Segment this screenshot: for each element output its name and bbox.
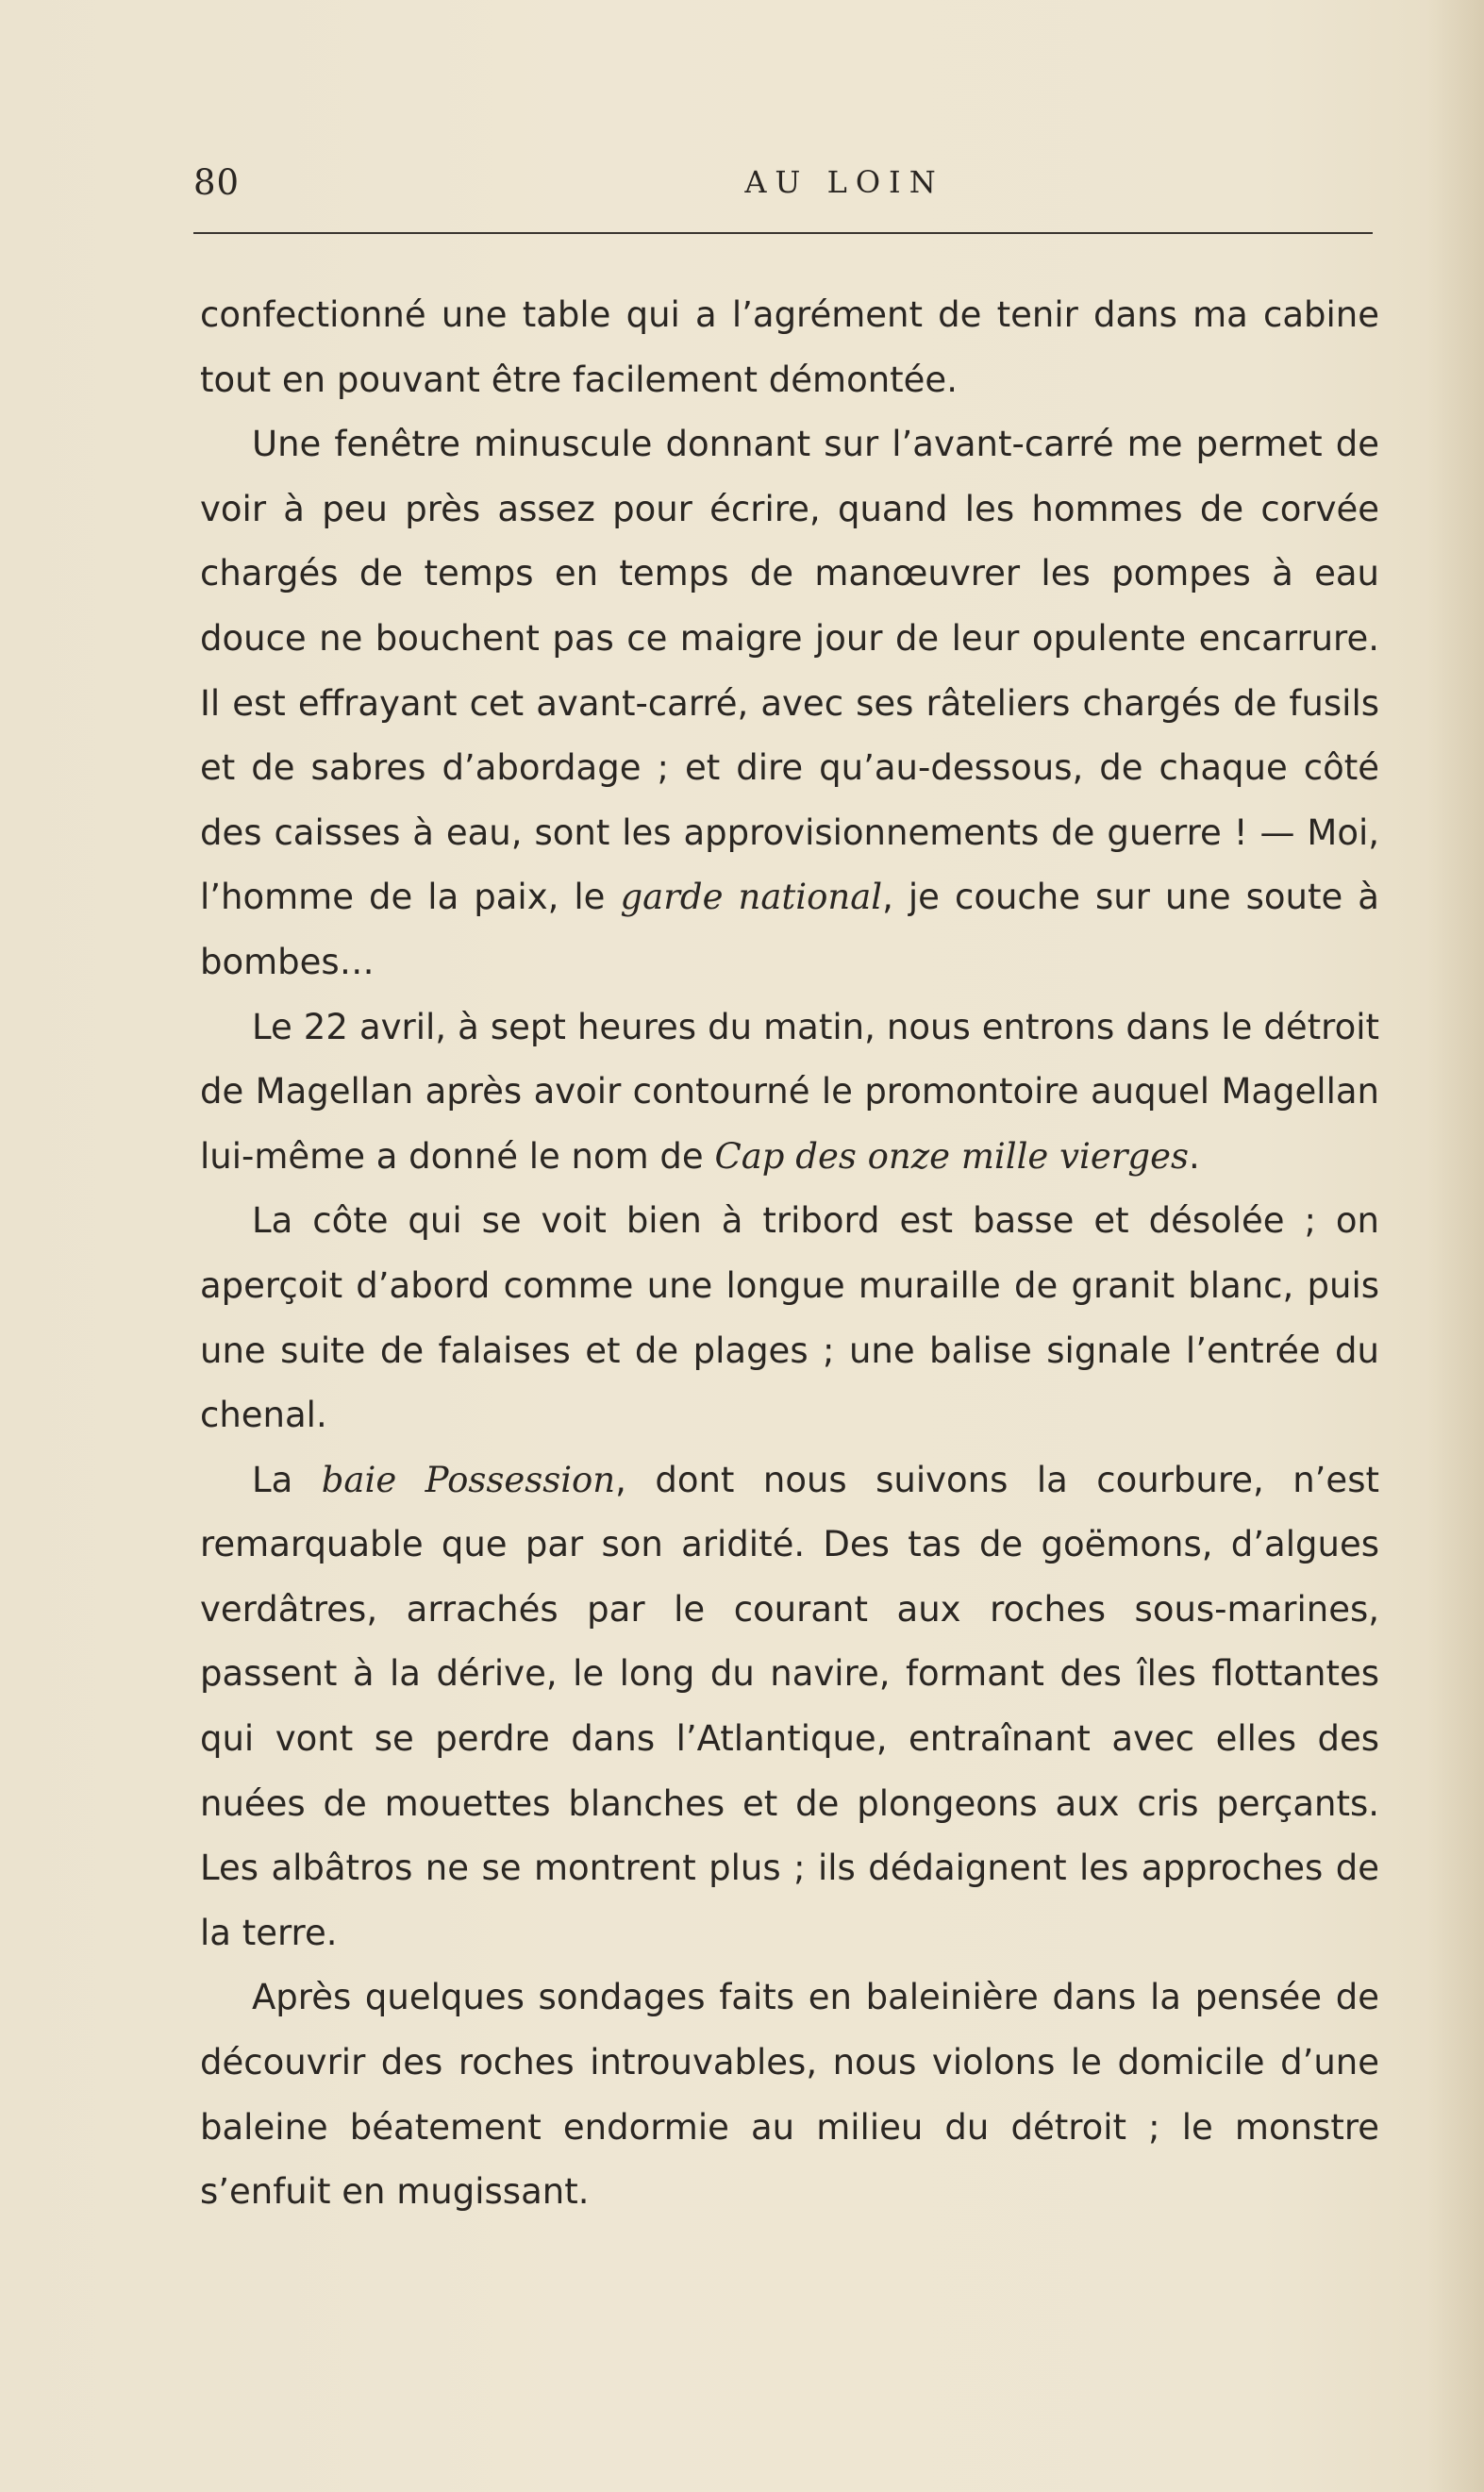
italic-text: baie Possession: [321, 1459, 616, 1500]
paragraph-5: [200, 1448, 1379, 1966]
text-span: , dont nous suivons la courbure, n’est remarquable que par son aridité. Des tas de goëmons, d’algues verdâtres, arrachés par le courant aux roches sous-marines, passent à la dérive, le long du navire, formant des îles flottantes qui vont se perdre dans l’Atlantique, entraînant avec elles des nuées de mouettes blanches et de plongeons aux cris perçants. Les albâtros ne se montrent plus ; ils dédaignent les approches de la terre.: [200, 1459, 1379, 1953]
paragraph-4: [200, 1189, 1379, 1447]
text-span: Une fenêtre minuscule donnant sur l’avant-carré me permet de voir à peu près assez pour écrire, quand les hommes de corvée chargés de temps en temps de manœuvrer les pompes à eau douce ne bouchent pas ce maigre jour de leur opulente encarrure. Il est effrayant cet avant-carré, avec ses râteliers chargés de fusils et de sabres d’abordage ; et dire qu’au-dessous, de chaque côté des caisses à eau, sont les approvisionnements de guerre ! — Moi, l’homme de la paix, le: [200, 424, 1379, 918]
text-span: .: [1188, 1135, 1200, 1177]
page-header: [193, 157, 1377, 213]
text-span: La: [252, 1459, 322, 1500]
text-span: confectionné une table qui a l’agrément de tenir dans ma cabine tout en pouvant être facilement démontée.: [200, 294, 1379, 400]
paragraph-1: [200, 283, 1379, 412]
running-title: AU LOIN: [744, 164, 944, 200]
paragraph-6: [200, 1965, 1379, 2224]
page-number: 80: [193, 162, 241, 203]
text-span: Après quelques sondages faits en baleinière dans la pensée de découvrir des roches introuvables, nous violons le domicile d’une baleine béatement endormie au milieu du détroit ; le monstre s’enfuit en mugissant.: [200, 1977, 1379, 2213]
text-span: Le 22 avril, à sept heures du matin, nous entrons dans le détroit de Magellan après avoir contourné le promontoire auquel Magellan lui-même a donné le nom de: [200, 1006, 1379, 1177]
italic-text: Cap des onze mille vierges: [714, 1135, 1189, 1177]
paragraph-2: [200, 412, 1379, 995]
header-rule: [193, 232, 1373, 234]
text-span: La côte qui se voit bien à tribord est basse et désolée ; on aperçoit d’abord comme une longue muraille de granit blanc, puis une suite de falaises et de plages ; une balise signale l’entrée du chenal.: [200, 1200, 1379, 1436]
italic-text: garde national: [620, 877, 883, 918]
body-text: [200, 283, 1379, 2225]
page-edge-shadow: [1427, 0, 1484, 2492]
text-span: , je couche sur une soute à bombes…: [200, 877, 1379, 982]
paragraph-3: [200, 995, 1379, 1190]
